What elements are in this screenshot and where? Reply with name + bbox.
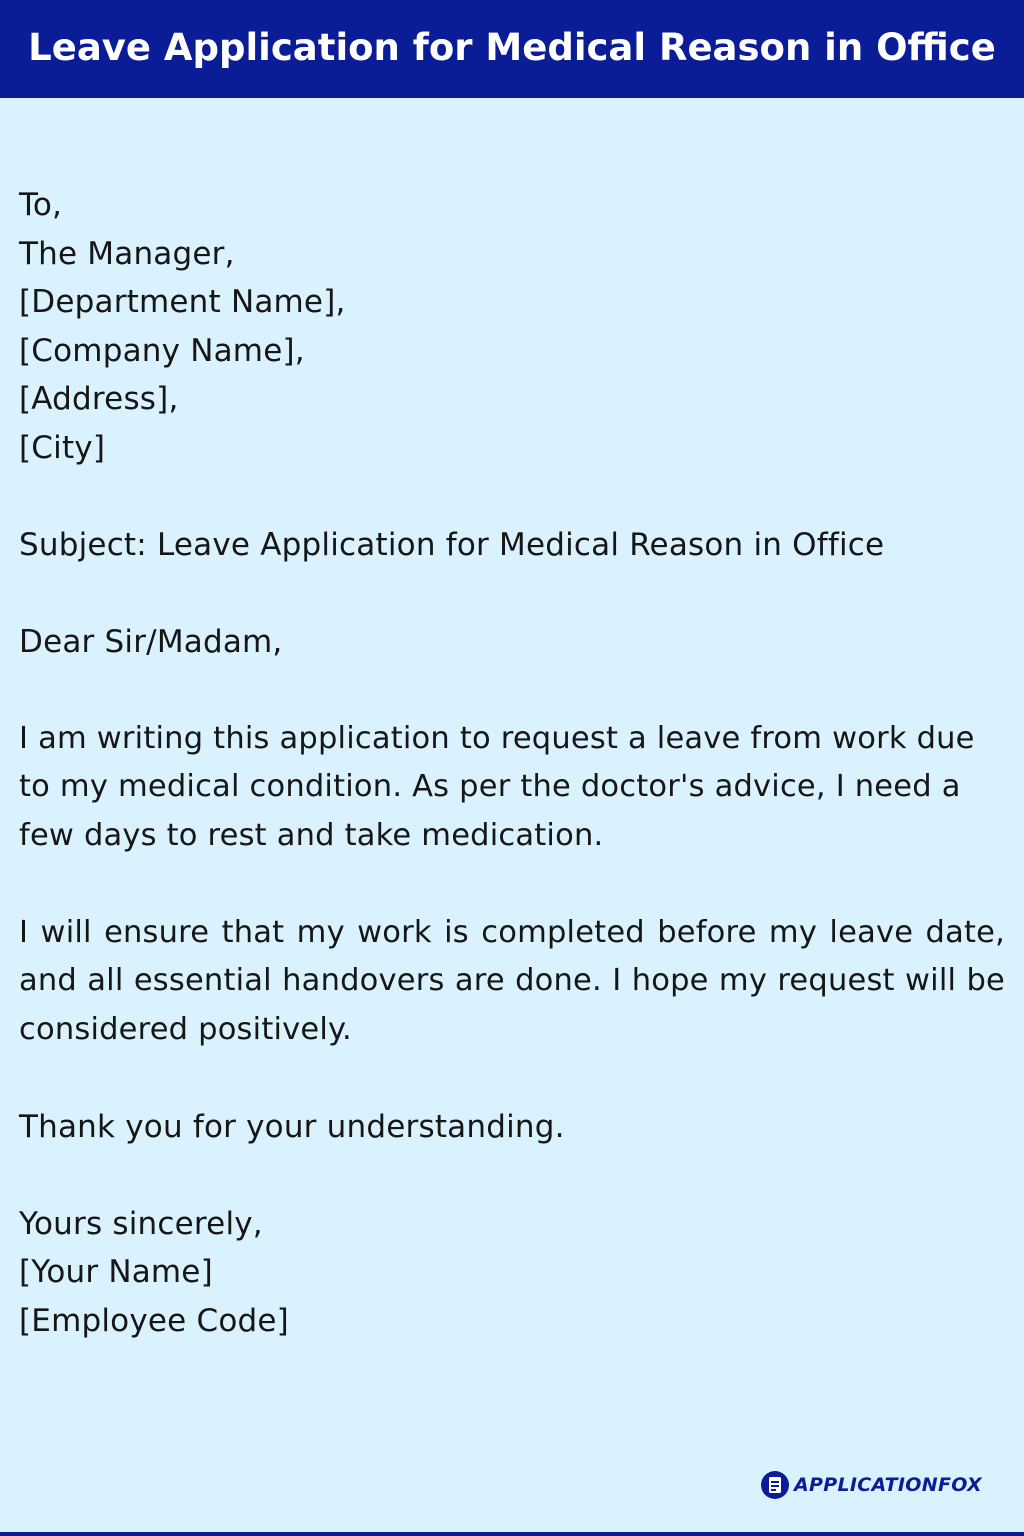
recipient-company: [Company Name], bbox=[19, 332, 305, 369]
body-paragraph-2: I will ensure that my work is completed before my leave date, and all essential handovers are done. I hope my request will be considered positively. bbox=[19, 914, 1005, 1047]
signature-name: [Your Name] bbox=[19, 1254, 213, 1290]
closing-line: Yours sincerely, bbox=[19, 1205, 263, 1242]
body-paragraph-1: I am writing this application to request a leave from work due to my medical condition. As per the doctor's advice, I need a few days to rest and take medication. bbox=[19, 720, 975, 853]
signature-code: [Employee Code] bbox=[19, 1302, 289, 1339]
letter-body bbox=[19, 181, 1005, 1345]
recipient-title: The Manager, bbox=[19, 235, 235, 272]
thanks-line: Thank you for your understanding. bbox=[19, 1108, 565, 1145]
recipient-city: [City] bbox=[19, 429, 106, 466]
brand-logo bbox=[760, 1470, 982, 1500]
page-title: Leave Application for Medical Reason in Office bbox=[28, 25, 996, 69]
title-banner bbox=[0, 0, 1024, 98]
recipient-department: [Department Name], bbox=[19, 284, 346, 320]
subject-line: Subject: Leave Application for Medical Reason in Office bbox=[19, 526, 885, 563]
recipient-address: [Address], bbox=[19, 381, 179, 417]
brand-name: APPLICATIONFOX bbox=[794, 1474, 982, 1496]
salutation: Dear Sir/Madam, bbox=[19, 623, 283, 660]
document-icon bbox=[760, 1470, 790, 1500]
bottom-divider bbox=[0, 1532, 1024, 1536]
recipient-to: To, bbox=[19, 187, 63, 223]
